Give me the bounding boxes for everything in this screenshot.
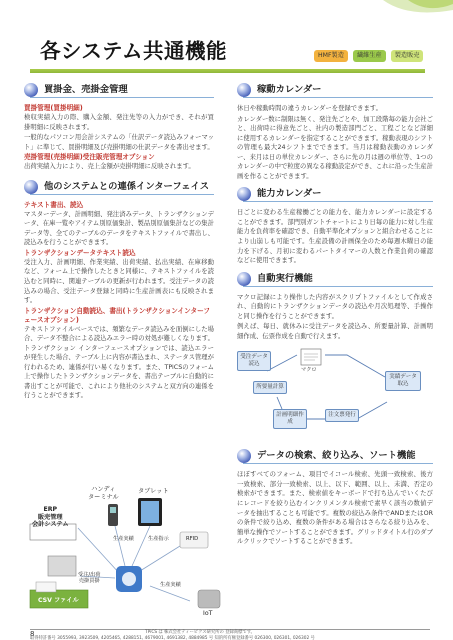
flow-requirements-calc: 所要量計算: [253, 381, 287, 394]
paragraph: 例えば、毎日、就休みに受注データを読込み、所要量計算、計画明細作成、伝票作成を自動で行えます。: [237, 323, 433, 340]
section-heading-interface: [24, 180, 214, 196]
section-heading-calendar: [237, 83, 433, 99]
section-heading-capacity: [237, 187, 433, 203]
paragraph: 検収実績入力の際、購入金額、発注先等の入力ができ、それが買掛明細に反映されます。: [24, 114, 214, 131]
section-heading-auto-exec: [237, 272, 433, 288]
bullet-icon: [237, 83, 251, 97]
heading-text: 自動実行機能: [257, 272, 313, 284]
heading-text: 稼動カレンダー: [257, 84, 322, 95]
heading-text: 能力カレンダー: [257, 188, 322, 200]
subhead-receivables: 売掛管理(売掛明細)受注販売管理オプション: [24, 153, 155, 162]
label-rfid: RFID: [186, 536, 199, 542]
title-underline: [30, 69, 425, 73]
footer-trademark: TPiCS は 株式会社ティーピクス研究所の 登録商標です。: [145, 630, 255, 635]
paragraph: ほぼすべてのフォーム、項目でイコール検索、先頭一致検索、後方一致検索、部分一致検索、以上、以下、範囲、以上、未満、否定の検索ができます。また、検索値をキーボードで打ち込んでいくたびにレコードを絞り込むインクリメンタル検索で素早く該当の数値データを抽出することも可能です。複数の絞込み条件でANDまたはORの条件で絞り込め、複数の条件がある場合はさらなる絞り込みを、簡単な操作でソートすることができます。グリッドタイトル行のダブルクリックでソートすることができます。: [237, 471, 433, 546]
right-column: [237, 80, 433, 548]
heading-text: データの検索、絞り込み、ソート機能: [257, 450, 416, 462]
bullet-icon: [24, 180, 38, 194]
page-title: 各システム共通機能: [40, 39, 227, 63]
auto-exec-flow-diagram: [237, 347, 427, 445]
heading-rule: [30, 194, 214, 195]
section-heading-ar-ap: [24, 83, 214, 99]
heading-text: 他のシステムとの連係インターフェイス: [44, 180, 210, 192]
paragraph: マスターデータ、計画明細、発注済みデータ、トランザクションデータ、在庫一覧やアイテム別原価集計、製品別原価集計などの集計データ等、全てのテーブルのデータをテキストファイルで書出し、読込みを行うことができます。: [24, 210, 214, 247]
tag-row: [314, 50, 423, 62]
footer-patents: 取得特許番号 3055993, 3923509, 4205465, 4288151, 4679001, 4691382, 4884985 号 知的所有権登録番号 026300, 026301, 026302 号: [30, 636, 315, 640]
heading-rule: [243, 286, 433, 287]
paragraph: 一般的なパソコン用会計システムの「仕訳データ読込みフォーマット」に準じて、買掛明細及び売掛明細の仕訳データを書出せます。: [24, 134, 214, 151]
label-production-results-2: 生産実績: [160, 582, 181, 588]
tag-manufacturing-sales: 製造販売: [391, 50, 424, 62]
paragraph: マクロ記録により操作した内容がスクリプトファイルとして作成され、自動的にトランザクションデータの読込や月次処理等、手操作と同じ操作を行うことができます。: [237, 293, 433, 320]
paragraph: カレンダー数に制限は無く、発注先ごとや、加工段階毎の能力会社ごと、出荷時に得意先ごと、社内の製造部門ごと、工程ごとなど詳細に使用するカレンダーを指定することができます。稼動表現のシフトの管理も最大24シフトまでできます。当月は稼動表動のカレンダー、来月は日の単位カレンダー、さらに先の月は週の単位等、1つのカレンダーの中で粒度の異なる稼動設定ができ、これに沿った生産計画を作ることができます。: [237, 115, 433, 180]
heading-rule: [243, 201, 433, 202]
paragraph: 日ごとに変わる生産稼働ごとの能力を、能力カレンダーに設定することができます。部門別ガントチャートにより日毎の能力に対し生産能力を負荷率を確認でき、自動平準化オプションと組合わせることにより山崩しも可能です。生産設備の計画保全のため毎週木曜日の能力を下げる、月初に変わるパートタイマーの人数と作業負荷の確認などに使用できます。: [237, 209, 433, 265]
heading-rule: [30, 97, 214, 98]
label-erp: ERP 販売管理 会計システム: [32, 506, 69, 528]
label-handy-terminal: ハンディ ターミナル: [88, 486, 119, 501]
label-orders-shipping: 受注/出荷 売掛買掛: [78, 572, 101, 585]
subhead-transaction-text: トランザクションデータテキスト読込: [24, 248, 136, 257]
heading-rule: [243, 97, 433, 98]
label-iot: IoT: [203, 610, 213, 617]
bullet-icon: [24, 83, 38, 97]
paragraph: 出荷実績入力により、売上金額が売掛明細に反映されます。: [24, 163, 195, 171]
section-heading-search: [237, 449, 433, 465]
tag-hmf: HMF製造: [314, 50, 348, 62]
subhead-payables: 買掛管理(買掛明細): [24, 104, 83, 112]
left-column: [24, 80, 214, 402]
paragraph: 受注入力、計画明細、作業実績、出荷実績、払出実績、在庫移動など、フォーム上で操作したときと同様に、テキストファイルを読込むと同時に、関連テーブルの更新が行われます。受注データの読込みの場合、受注データ登録と同時に生産計画表にも反映されます。: [24, 258, 214, 305]
label-tablet: タブレット: [138, 488, 169, 495]
heading-text: 買掛金、売掛金管理: [44, 84, 128, 95]
label-csv-file: CSV ファイル: [38, 597, 79, 604]
integration-diagram: [20, 486, 230, 621]
flow-order-issue: 注文票発行: [325, 409, 359, 422]
label-macro: マクロ: [301, 367, 317, 374]
paragraph: テキストファイルベースでは、頻繁なデータ読込みを面倒にした場合、データ不整合による読込みエラー時の対処が難しくなります。トランザクション インターフェースオプションでは、読込エラーが発生した場合、テーブル上に内容が書込まれ、ステータス管理が行われるため、連係が行い易くなります。また、TPiCSのフォーム上で操作したトランザクションデータを、書出テーブルに自動的に書出すことが可能で、これにより他社のシステムと双方向の連係を行うことができます。: [24, 325, 214, 400]
bullet-icon: [237, 272, 251, 286]
bullet-icon: [237, 187, 251, 201]
subhead-text-io: テキスト書出、読込: [24, 200, 84, 209]
flow-plan-create: 計画明細作成: [273, 409, 307, 429]
leaf-decoration: [353, 0, 453, 28]
label-production-results: 生産実績: [113, 536, 134, 542]
label-production-instruction: 生産指示: [148, 536, 169, 542]
paragraph: 休日や稼動時間の違うカレンダーを登録できます。: [237, 105, 382, 112]
flow-order-import: 受注データ読込: [237, 351, 271, 371]
bullet-icon: [237, 449, 251, 463]
heading-rule: [243, 463, 433, 464]
flow-results-import: 実績データ取込: [385, 371, 421, 391]
subhead-transaction-auto: トランザクション自動読込、書出(トランザクションインターフェースオプション): [24, 306, 210, 324]
page-number: 8: [30, 630, 35, 638]
tag-textile: 繊維生産: [353, 50, 386, 62]
